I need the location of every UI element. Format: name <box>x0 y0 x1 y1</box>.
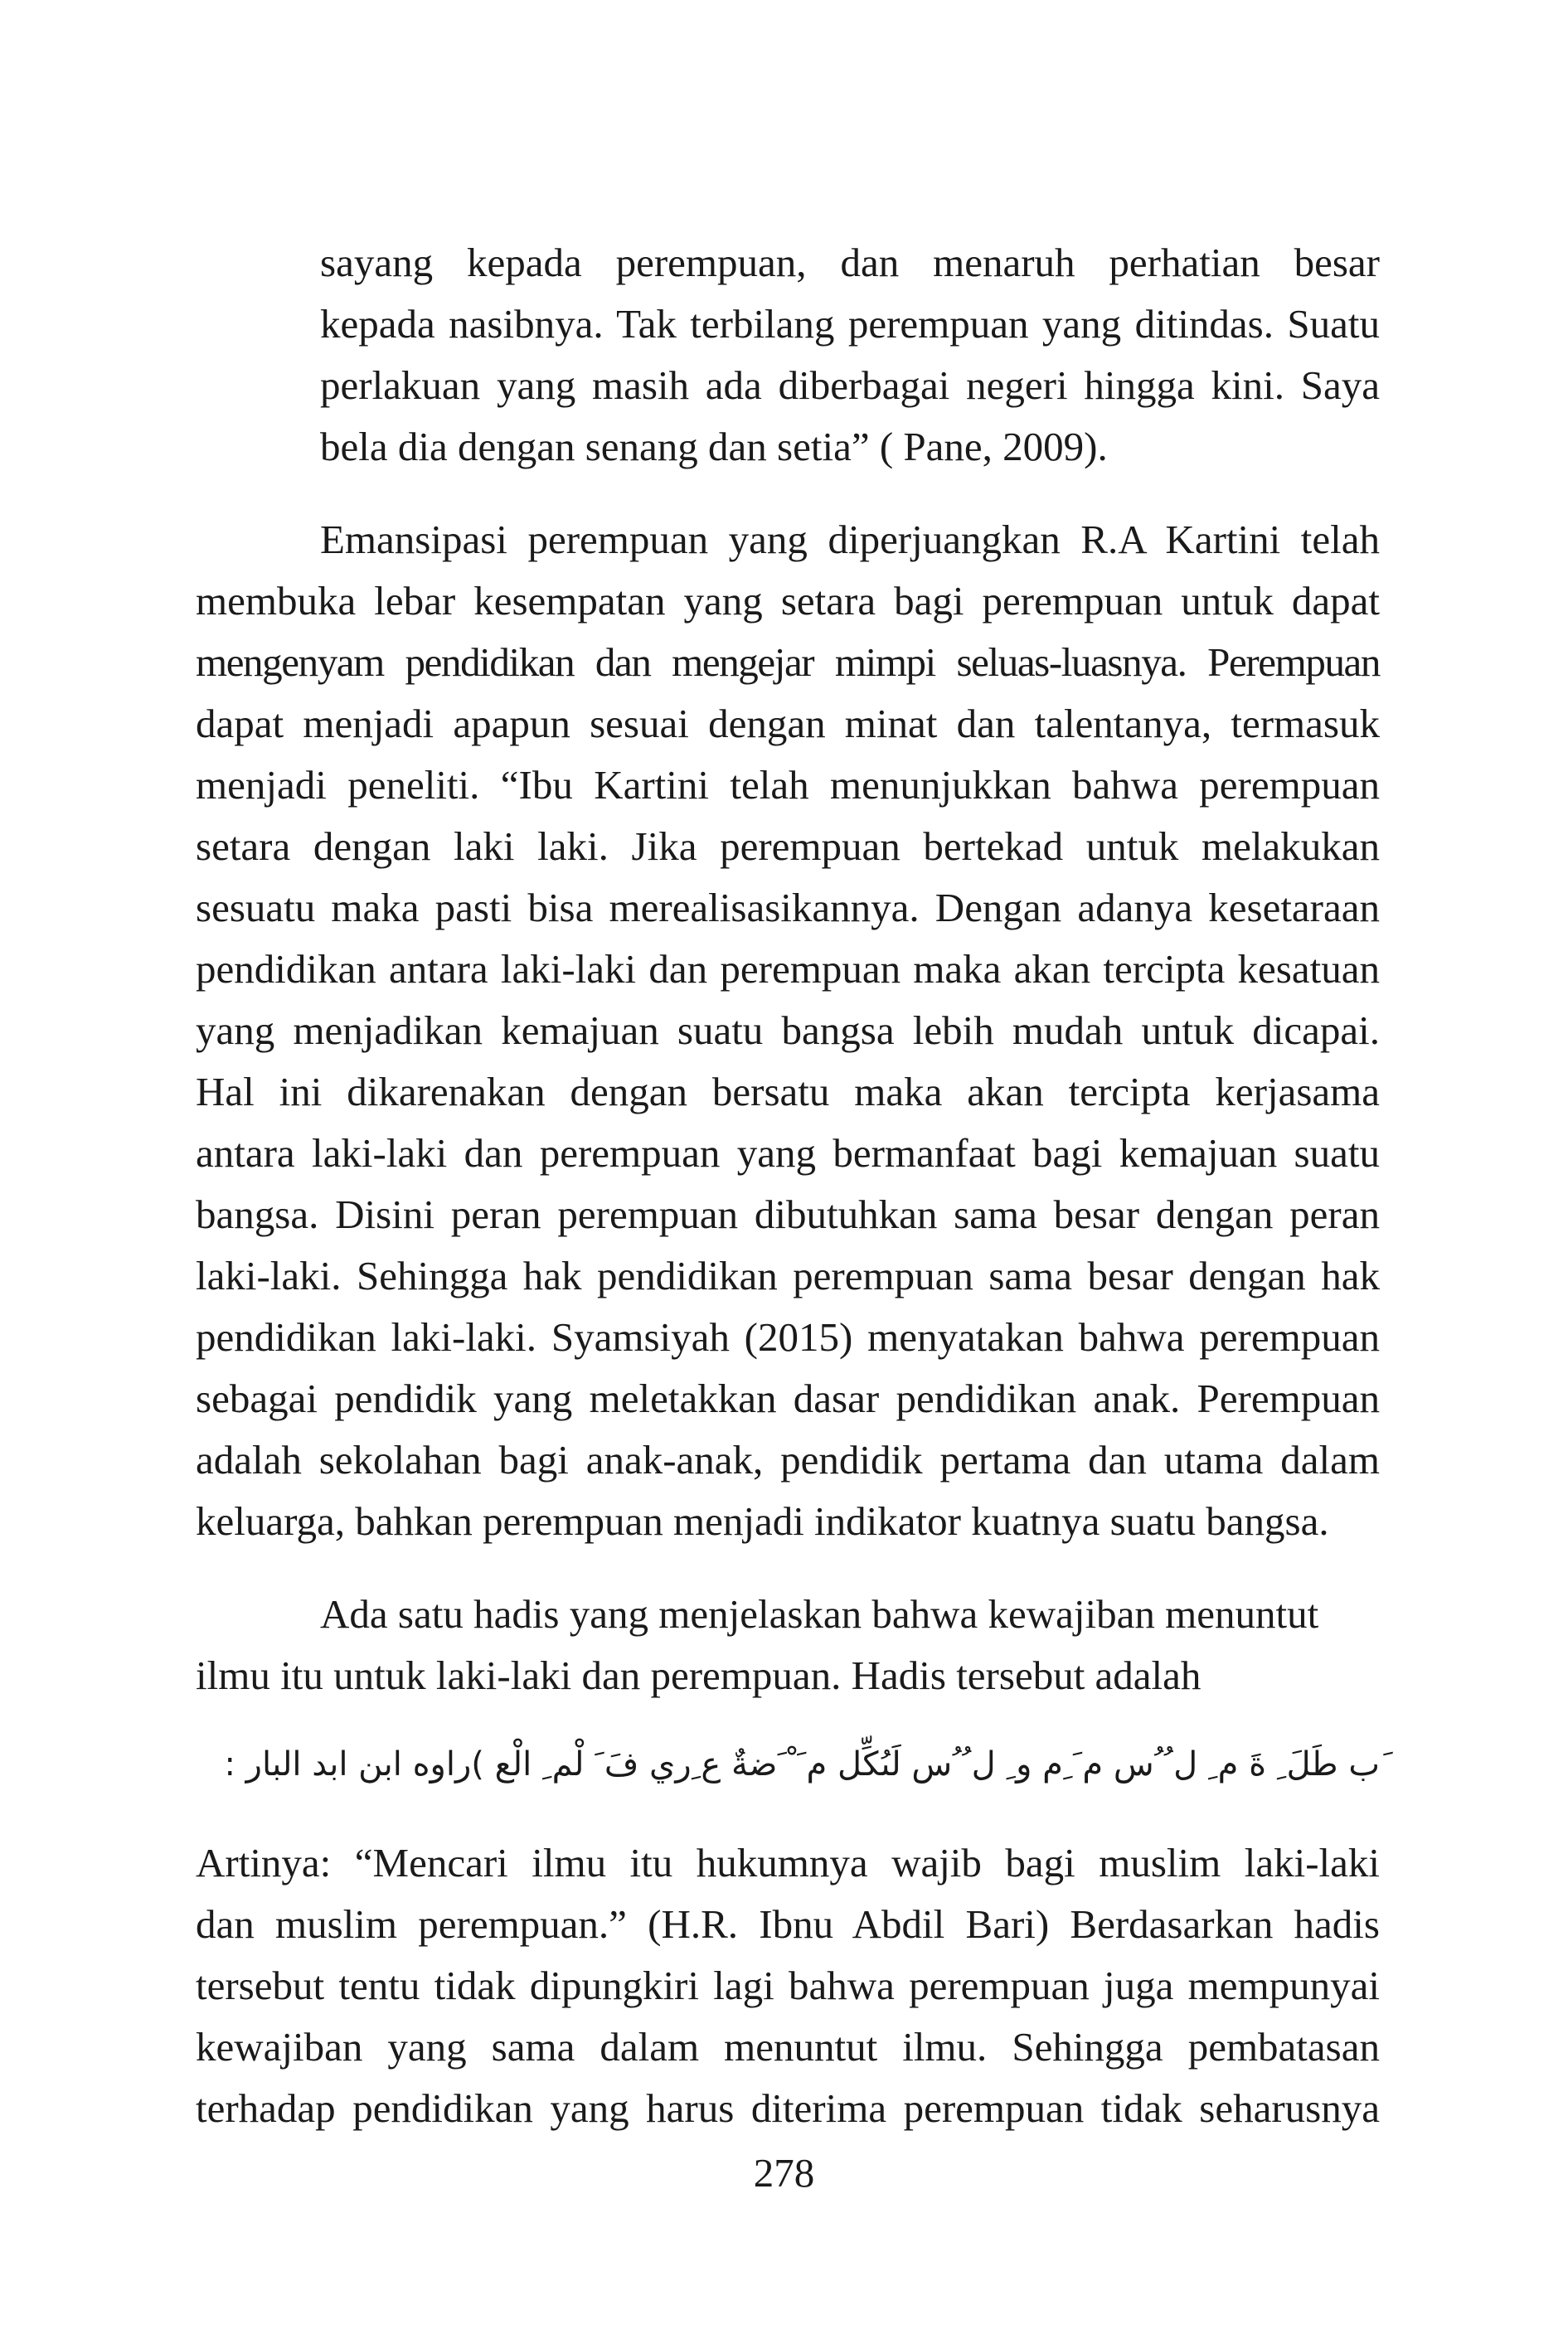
paragraph-line: laki-laki. Sehingga hak pendidikan perempuan sama besar dengan hak <box>196 1253 1380 1298</box>
paragraph-line: keluarga, bahkan perempuan menjadi indikator kuatnya suatu bangsa. <box>196 1498 1329 1544</box>
paragraph-line: antara laki-laki dan perempuan yang bermanfaat bagi kemajuan suatu <box>196 1130 1380 1176</box>
paragraph-line: setara dengan laki laki. Jika perempuan bertekad untuk melakukan <box>196 823 1380 869</box>
paragraph-line: tersebut tentu tidak dipungkiri lagi bahwa perempuan juga mempunyai <box>196 1963 1380 2008</box>
paragraph-line: Artinya: “Mencari ilmu itu hukumnya wajib bagi muslim laki-laki <box>196 1840 1380 1886</box>
quote-line: bela dia dengan senang dan setia” ( Pane, 2009). <box>320 424 1108 469</box>
paragraph-line: dan muslim perempuan.” (H.R. Ibnu Abdil Bari) Berdasarkan hadis <box>196 1901 1380 1947</box>
paragraph-line: pendidikan antara laki-laki dan perempuan maka akan tercipta kesatuan <box>196 946 1380 992</box>
paragraph-line: terhadap pendidikan yang harus diterima perempuan tidak seharusnya <box>196 2085 1380 2131</box>
paragraph-line: kewajiban yang sama dalam menuntut ilmu. Sehingga pembatasan <box>196 2024 1380 2070</box>
page-number: 278 <box>753 2150 815 2196</box>
paragraph-line: yang menjadikan kemajuan suatu bangsa lebih mudah untuk dicapai. <box>196 1007 1380 1053</box>
paragraph-line: bangsa. Disini peran perempuan dibutuhkan sama besar dengan peran <box>196 1191 1380 1237</box>
paragraph-line: Emansipasi perempuan yang diperjuangkan R.A Kartini telah <box>320 517 1380 562</box>
paragraph-line: mengenyam pendidikan dan mengejar mimpi seluas-luasnya. Perempuan <box>196 639 1380 685</box>
quote-line: perlakuan yang masih ada diberbagai negeri hingga kini. Saya <box>320 362 1380 408</box>
paragraph-line: adalah sekolahan bagi anak-anak, pendidik pertama dan utama dalam <box>196 1437 1380 1483</box>
paragraph-line: Hal ini dikarenakan dengan bersatu maka akan tercipta kerjasama <box>196 1069 1380 1114</box>
arabic-hadith: َب طَلَ ِ ةَ م ِ ل ُ ُس م َ ِم و ِ ل ُ ُس لَىُكِّل م َ ْ َضةٌ ع ِري فَ َ لْم ِ الْع )راوه ابن ابد البار : <box>224 1745 1380 1784</box>
paragraph-line: Ada satu hadis yang menjelaskan bahwa kewajiban menuntut <box>320 1591 1319 1637</box>
paragraph-line: sesuatu maka pasti bisa merealisasikannya. Dengan adanya kesetaraan <box>196 885 1380 930</box>
quote-line: kepada nasibnya. Tak terbilang perempuan yang ditindas. Suatu <box>320 301 1380 347</box>
paragraph-line: membuka lebar kesempatan yang setara bagi perempuan untuk dapat <box>196 578 1380 624</box>
paragraph-line: menjadi peneliti. “Ibu Kartini telah menunjukkan bahwa perempuan <box>196 762 1380 808</box>
paragraph-line: ilmu itu untuk laki-laki dan perempuan. Hadis tersebut adalah <box>196 1653 1201 1698</box>
paragraph-line: pendidikan laki-laki. Syamsiyah (2015) menyatakan bahwa perempuan <box>196 1314 1380 1360</box>
quote-line: sayang kepada perempuan, dan menaruh perhatian besar <box>320 240 1380 285</box>
paragraph-line: dapat menjadi apapun sesuai dengan minat dan talentanya, termasuk <box>196 701 1380 746</box>
paragraph-line: sebagai pendidik yang meletakkan dasar pendidikan anak. Perempuan <box>196 1376 1380 1421</box>
